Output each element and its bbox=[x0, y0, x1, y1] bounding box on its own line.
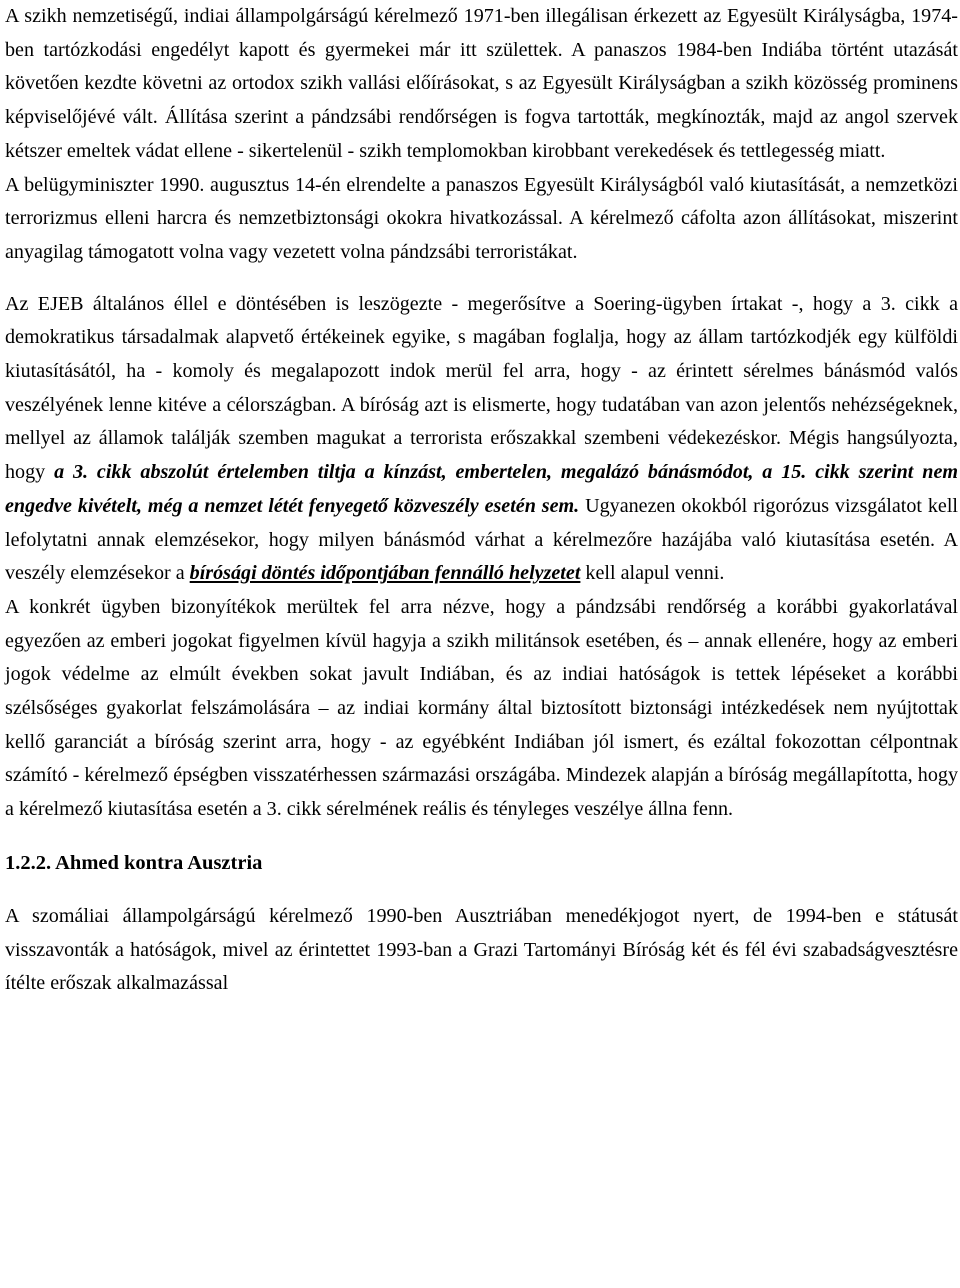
reasoning-text-a: Az EJEB általános éllel e döntésében is leszögezte - megerősítve a Soering-ügyben írtakat -, hogy a 3. cikk a demokratikus társadalmak alapvető értékeinek egyike, s magában foglalja, hogy az állam tartózkodjék egy külföldi kiutasításától, ha - komoly és megalapozott indok merül fel arra, hogy - az érintett sérelmes bánásmód valós veszélyének lenne kitéve a célországban. A bíróság azt is elismerte, hogy tudatában van azon jelentős nehézségeknek, mellyel az államok találják szemben magukat a terrorista erőszakkal szembeni védekezéskor. Mégis hangsúlyozta, hogy bbox=[5, 292, 958, 484]
paragraph-expulsion-order: A belügyminiszter 1990. augusztus 14-én elrendelte a panaszos Egyesült Királyságból való kiutasítását, a nemzetközi terrorizmus elleni harcra és nemzetbiztonsági okokra hivatkozással. A kérelmező cáfolta azon állításokat, miszerint anyagilag támogatott volna vagy vezetett volna pándzsábi terroristákat. bbox=[5, 173, 958, 263]
paragraph-court-reasoning bbox=[5, 288, 958, 591]
reasoning-emphasis-date: bírósági döntés időpontjában fennálló helyzetet bbox=[189, 562, 581, 585]
paragraph-case-facts: A szikh nemzetiségű, indiai állampolgárságú kérelmező 1971-ben illegálisan érkezett az Egyesült Királyságba, 1974-ben tartózkodási engedélyt kapott és gyermekei már itt születtek. A panaszos 1984-ben Indiába történt utazását követően kezdte követni az ortodox szikh vallási előírásokat, s az Egyesült Királyságban a szikh közösség prominens képviselőjévé vált. Állítása szerint a pándzsábi rendőrségen is fogva tartották, megkínozták, majd az angol szervek kétszer emeltek vádat ellene - sikertelenül - szikh templomokban kirobbant verekedések és tettlegesség miatt. bbox=[5, 5, 958, 162]
reasoning-emphasis-absolute: a 3. cikk abszolút értelemben tiltja a kínzást, embertelen, megalázó bánásmódot, a 15. cikk szerint nem engedve kivételt, még a nemzet létét fenyegető közveszély esetén sem. bbox=[5, 461, 958, 517]
reasoning-text-c: kell alapul venni. bbox=[580, 562, 725, 585]
paragraph-evidence-conclusion: A konkrét ügyben bizonyítékok merültek fel arra nézve, hogy a pándzsábi rendőrség a korábbi gyakorlatával egyezően az emberi jogokat figyelmen kívül hagyja a szikh militánsok esetében, és – annak ellenére, hogy az emberi jogok védelme az elmúlt években sokat javult Indiában, és az indiai hatóságok is tettek lépéseket a korábbi szélsőséges gyakorlat felszámolására – az indiai kormány által biztosított biztonsági intézkedések nem nyújtottak kellő garanciát a bíróság szerint arra, hogy - az egyébként Indiában jól ismert, és ezáltal fokozottan célpontnak számító - kérelmező épségben visszatérhessen származási országába. Mindezek alapján a bíróság megállapította, hogy a kérelmező kiutasítása esetén a 3. cikk sérelmének reális és tényleges veszélye állna fenn. bbox=[5, 595, 958, 821]
document-page bbox=[5, 0, 958, 1001]
section-heading: 1.2.2. Ahmed kontra Ausztria bbox=[5, 851, 263, 874]
paragraph-ahmed-case: A szomáliai állampolgárságú kérelmező 1990-ben Ausztriában menedékjogot nyert, de 1994-ben e státusát visszavonták a hatóságok, mivel az érintettet 1993-ban a Grazi Tartományi Bíróság két és fél évi szabadságvesztésre ítélte erőszak alkalmazással bbox=[5, 904, 958, 995]
reasoning-text-b: Ugyanezen okokból rigorózus vizsgálatot kell lefolytatni annak elemzésekor, hogy milyen bánásmód várhat a kérelmezőre hazájába való kiutasítása esetén. A veszély elemzésekor a bbox=[5, 494, 958, 585]
